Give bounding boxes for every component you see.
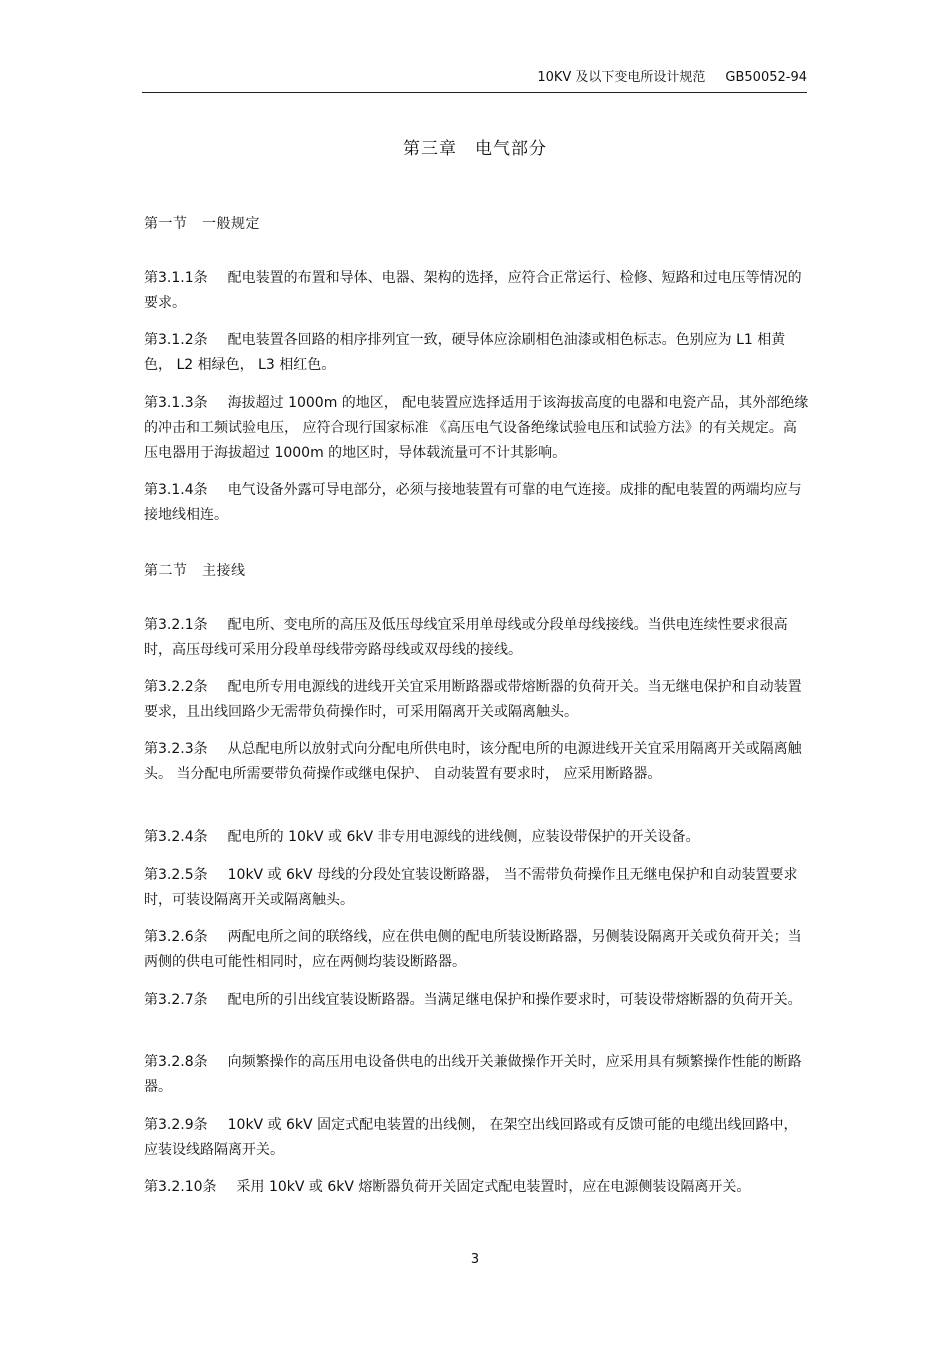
article-number: 第3.2.9条	[144, 1117, 208, 1133]
article-number: 第3.2.4条	[144, 829, 208, 845]
article	[144, 988, 810, 1013]
article	[144, 1050, 810, 1100]
article-text: 配电装置的布置和导体、电器、架构的选择，应符合正常运行、检修、短路和过电压等情况的要求。	[144, 270, 802, 311]
article	[144, 737, 810, 787]
article	[144, 1113, 810, 1163]
article	[144, 478, 810, 528]
page-number: 3	[470, 1252, 480, 1267]
article	[144, 675, 810, 725]
section-heading: 第一节 一般规定	[144, 216, 260, 232]
article-number: 第3.2.8条	[144, 1054, 208, 1070]
section-heading: 第二节 主接线	[144, 563, 246, 579]
article	[144, 266, 810, 316]
article-text: 配电所的 10kV 或 6kV 非专用电源线的进线侧，应装设带保护的开关设备。	[227, 829, 700, 845]
article	[144, 328, 810, 378]
article-number: 第3.1.1条	[144, 270, 208, 286]
article-text: 电气设备外露可导电部分，必须与接地装置有可靠的电气连接。成排的配电装置的两端均应与接地线相连。	[144, 482, 802, 523]
header-title: 10KV 及以下变电所设计规范	[537, 70, 706, 85]
article	[144, 825, 810, 850]
article-number: 第3.2.1条	[144, 617, 208, 633]
page-header	[142, 68, 807, 93]
article-number: 第3.2.7条	[144, 992, 208, 1008]
article	[144, 863, 810, 913]
article	[144, 1175, 810, 1200]
article-text: 配电所专用电源线的进线开关宜采用断路器或带熔断器的负荷开关。当无继电保护和自动装置要求，且出线回路少无需带负荷操作时，可采用隔离开关或隔离触头。	[144, 679, 802, 720]
article	[144, 391, 810, 466]
article-text: 配电装置各回路的相序排列宜一致，硬导体应涂刷相色油漆或相色标志。色别应为 L1 相黄色， L2 相绿色， L3 相红色。	[144, 332, 786, 373]
article-number: 第3.2.2条	[144, 679, 208, 695]
article-text: 配电所的引出线宜装设断路器。当满足继电保护和操作要求时，可装设带熔断器的负荷开关。	[227, 992, 802, 1008]
header-standard-code: GB50052-94	[725, 70, 807, 85]
article-number: 第3.2.5条	[144, 867, 208, 883]
article-text: 向频繁操作的高压用电设备供电的出线开关兼做操作开关时，应采用具有频繁操作性能的断路器。	[144, 1054, 802, 1095]
article-text: 10kV 或 6kV 母线的分段处宜装设断路器， 当不需带负荷操作且无继电保护和自动装置要求时，可装设隔离开关或隔离触头。	[144, 867, 798, 908]
article-text: 海拔超过 1000m 的地区， 配电装置应选择适用于该海拔高度的电器和电瓷产品，其外部绝缘的冲击和工频试验电压， 应符合现行国家标准 《高压电气设备绝缘试验电压和试验方法》的有关规定。高压电器用于海拔超过 1000m 的地区时，导体载流量可不计其影响。	[144, 395, 809, 461]
article-number: 第3.1.2条	[144, 332, 208, 348]
article-number: 第3.2.6条	[144, 929, 208, 945]
article-number: 第3.1.3条	[144, 395, 208, 411]
article-text: 两配电所之间的联络线，应在供电侧的配电所装设断路器，另侧装设隔离开关或负荷开关；当两侧的供电可能性相同时，应在两侧均装设断路器。	[144, 929, 802, 970]
article-text: 从总配电所以放射式向分配电所供电时，该分配电所的电源进线开关宜采用隔离开关或隔离触头。 当分配电所需要带负荷操作或继电保护、 自动装置有要求时， 应采用断路器。	[144, 741, 802, 782]
article	[144, 613, 810, 663]
article	[144, 925, 810, 975]
article-number: 第3.2.10条	[144, 1179, 217, 1195]
article-text: 采用 10kV 或 6kV 熔断器负荷开关固定式配电装置时，应在电源侧装设隔离开关。	[236, 1179, 751, 1195]
chapter-title: 第三章 电气部分	[403, 139, 547, 159]
article-number: 第3.2.3条	[144, 741, 208, 757]
article-number: 第3.1.4条	[144, 482, 208, 498]
article-text: 配电所、变电所的高压及低压母线宜采用单母线或分段单母线接线。当供电连续性要求很高时，高压母线可采用分段单母线带旁路母线或双母线的接线。	[144, 617, 788, 658]
article-text: 10kV 或 6kV 固定式配电装置的出线侧， 在架空出线回路或有反馈可能的电缆出线回路中，应装设线路隔离开关。	[144, 1117, 798, 1158]
